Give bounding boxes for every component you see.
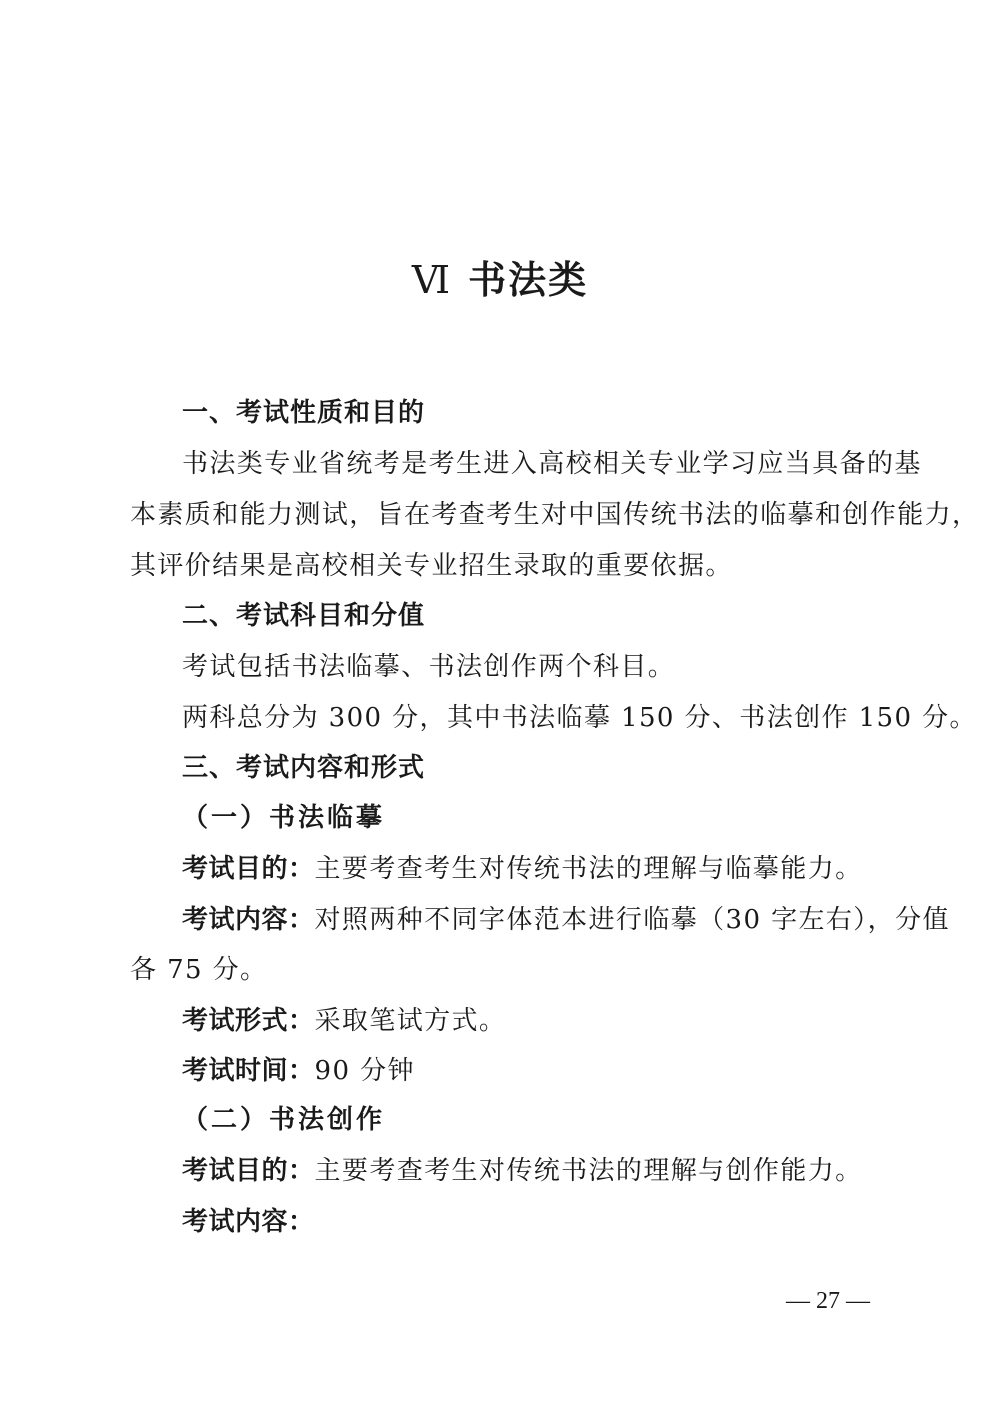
sub1-purpose-text: 主要考查考生对传统书法的理解与临摹能力。 <box>314 854 863 884</box>
section1-heading: 一、考试性质和目的 <box>182 398 426 428</box>
sub1-form-text: 采取笔试方式。 <box>314 1006 507 1036</box>
sub1-time <box>182 1051 927 1091</box>
sub1-content-label: 考试内容： <box>182 905 315 935</box>
sub1-content-text-line1: 对照两种不同字体范本进行临摹（30 字左右），分值 <box>314 905 950 935</box>
sub2-purpose <box>182 1151 927 1191</box>
sub2-purpose-text: 主要考查考生对传统书法的理解与创作能力。 <box>314 1156 863 1186</box>
title-numeral: Ⅵ <box>411 260 451 302</box>
title-text: 书法类 <box>468 257 589 302</box>
sub1-time-label: 考试时间： <box>182 1056 315 1086</box>
section2-line1: 考试包括书法临摹、书法创作两个科目。 <box>182 652 676 682</box>
page-title <box>0 252 1000 309</box>
sub2-purpose-label: 考试目的： <box>182 1156 315 1186</box>
sub2-content-label: 考试内容： <box>182 1207 315 1237</box>
sub2-heading: （二）书法创作 <box>182 1105 386 1135</box>
sub1-purpose-label: 考试目的： <box>182 854 315 884</box>
page-number: — 27 — <box>786 1288 870 1314</box>
section1-para-line2: 本素质和能力测试，旨在考查考生对中国传统书法的临摹和创作能力， <box>130 500 980 530</box>
sub1-time-text: 90 分钟 <box>314 1056 415 1086</box>
section2-line2: 两科总分为 300 分，其中书法临摹 150 分、书法创作 150 分。 <box>182 703 977 733</box>
sub1-heading: （一）书法临摹 <box>182 803 386 833</box>
sub1-content-line2: 各 75 分。 <box>130 955 268 985</box>
section1-para-line3: 其评价结果是高校相关专业招生录取的重要依据。 <box>130 551 733 581</box>
sub1-purpose <box>182 849 927 889</box>
section1-para-line1: 书法类专业省统考是考生进入高校相关专业学习应当具备的基 <box>182 449 922 479</box>
section3-heading: 三、考试内容和形式 <box>182 753 426 783</box>
sub1-form-label: 考试形式： <box>182 1006 315 1036</box>
section2-heading: 二、考试科目和分值 <box>182 601 426 631</box>
sub1-content <box>182 900 950 940</box>
sub1-form <box>182 1001 927 1041</box>
sub2-content <box>182 1202 927 1242</box>
